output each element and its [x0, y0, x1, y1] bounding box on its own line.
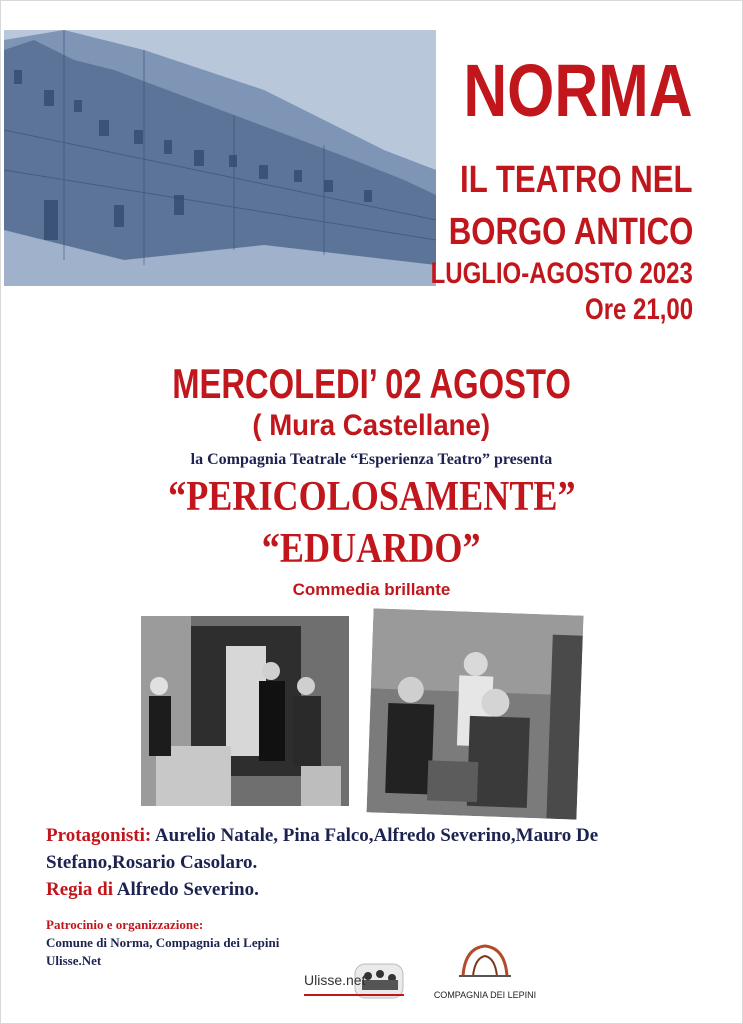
ulisse-logo: [300, 960, 410, 1002]
lepini-arch-icon: [455, 940, 515, 980]
cast-names-2: Stefano,Rosario Casolaro.: [46, 852, 258, 873]
sponsor-block: [46, 916, 279, 970]
event-venue: ( Mura Castellane): [252, 409, 491, 442]
director-name: Alfredo Severino.: [113, 879, 259, 900]
sponsor-line-2: Ulisse.Net: [46, 953, 102, 968]
cast-credits: [46, 822, 598, 903]
sponsor-line-1: Comune di Norma, Compagnia dei Lepini: [46, 935, 280, 950]
cast-label: Protagonisti:: [46, 825, 152, 846]
show-title-line-1: “PERICOLOSAMENTE”: [167, 474, 576, 520]
lepini-logo: [430, 940, 540, 1006]
scene-photo-right: [367, 608, 584, 819]
show-title-line-2: “EDUARDO”: [262, 526, 481, 572]
event-title: NORMA: [463, 49, 693, 132]
ulisse-logo-text: Ulisse.net: [304, 972, 366, 988]
director-label: Regia di: [46, 879, 114, 900]
period: LUGLIO-AGOSTO 2023: [430, 257, 693, 290]
sponsor-label: Patrocinio e organizzazione:: [46, 917, 204, 932]
genre: Commedia brillante: [292, 580, 451, 599]
scene-photo-left: [141, 616, 349, 806]
cast-names-1: Aurelio Natale, Pina Falco,Alfredo Severino,Mauro De: [151, 825, 599, 846]
time: Ore 21,00: [584, 293, 693, 326]
subtitle-line-1: IL TEATRO NEL: [460, 159, 693, 201]
event-date: MERCOLEDI’ 02 AGOSTO: [172, 360, 571, 407]
lepini-logo-text: COMPAGNIA DEI LEPINI: [433, 990, 537, 1000]
subtitle-line-2: BORGO ANTICO: [448, 211, 693, 253]
village-photo: [4, 30, 436, 286]
presenter-line: la Compagnia Teatrale “Esperienza Teatro” presenta: [190, 451, 553, 468]
